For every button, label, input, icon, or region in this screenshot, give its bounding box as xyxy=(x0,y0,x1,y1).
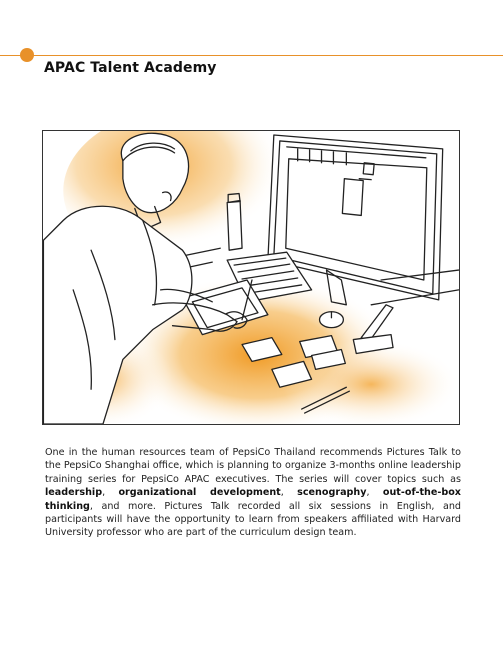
header-bullet-dot xyxy=(20,48,34,62)
paragraph-text: , xyxy=(102,487,119,499)
keyword-scenography: scenography xyxy=(297,487,367,499)
office-illustration xyxy=(42,130,460,425)
keyword-organizational-development: organizational development xyxy=(118,487,281,499)
paragraph-text: , xyxy=(280,487,298,499)
keyword-out-of-the-box-thinking: out-of-the-box thinking xyxy=(45,487,461,512)
description-paragraph xyxy=(45,446,461,540)
keyword-leadership: leadership xyxy=(45,487,103,499)
paragraph-text: , and more. Pictures Talk recorded all six sessions in English, and participants will have the opportunity to learn from speakers affiliated with Harvard University professor who are part of the curriculum design team. xyxy=(45,500,461,539)
section-heading: APAC Talent Academy xyxy=(44,60,217,76)
header-rule xyxy=(0,55,503,56)
paragraph-text: One in the human resources team of PepsiCo Thailand recommends Pictures Talk to the PepsiCo Shanghai office, which is planning to organize 3-months online leadership training series for PepsiCo APAC executives. The series will cover topics such as xyxy=(45,447,461,485)
paragraph-text: , xyxy=(366,487,383,499)
